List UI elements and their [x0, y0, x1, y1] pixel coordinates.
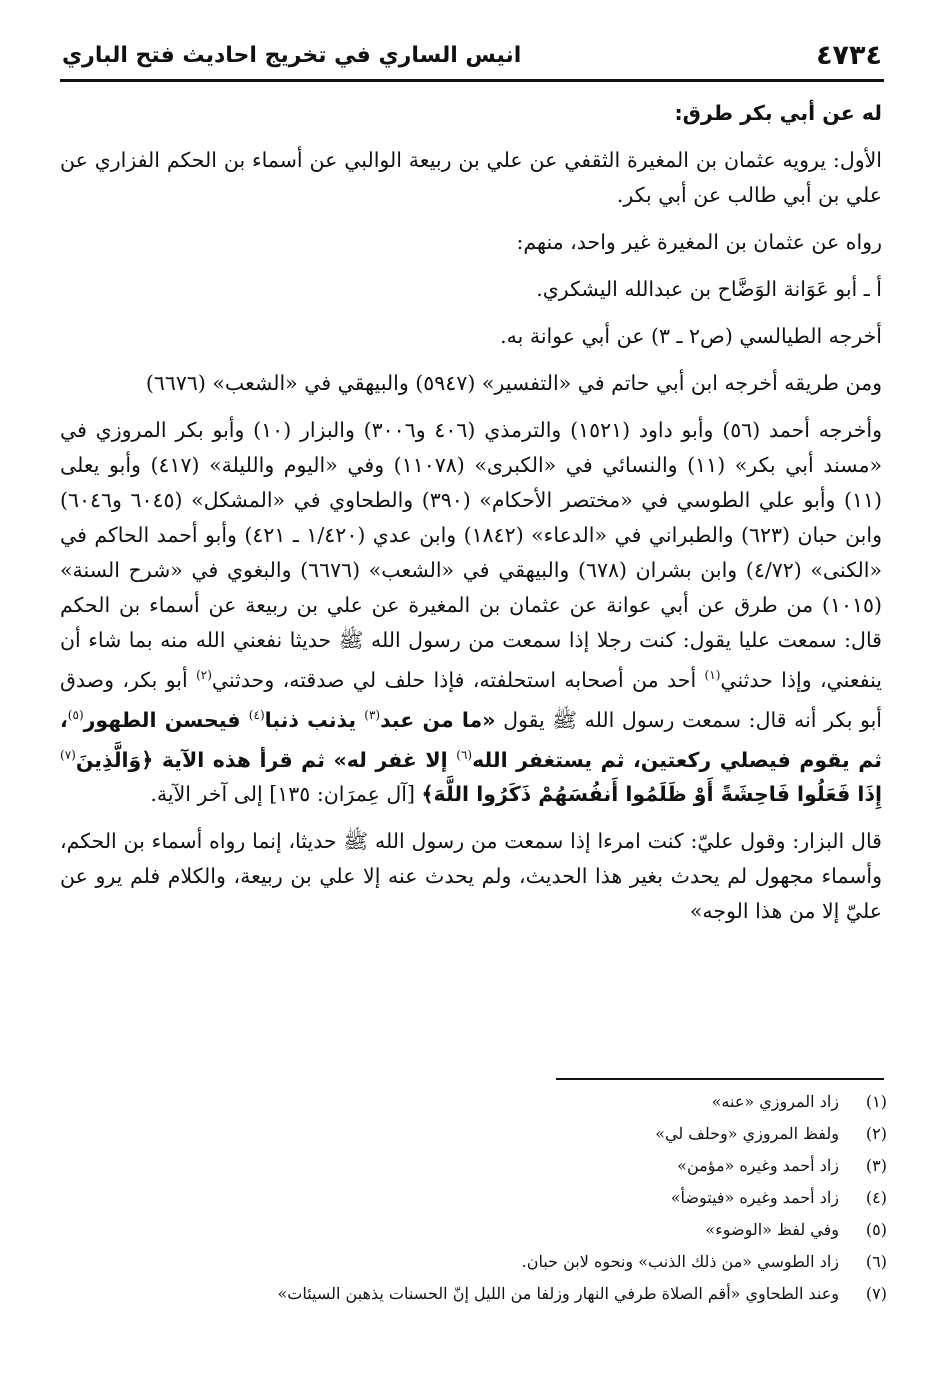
footnote-ref-5[interactable]: (٥) — [67, 707, 84, 722]
takhrij-text-c: أبو بكر، وصدق أبو بكر أنه قال: سمعت رسول الله ﷺ يقول — [60, 667, 882, 732]
paragraph-bazzar: قال البزار: وقول عليّ: كنت امرءا إذا سمعت من رسول الله ﷺ حديثا، إنما رواه أسماء بن الحكم، وأسماء مجهول لم يحدث بغير هذا الحديث، ولم يحدث عنه إلا علي بن ربيعة، والكلام فلم يرو عن عليّ إلا من هذا الوجه» — [60, 829, 882, 924]
footnote-item — [67, 1086, 887, 1118]
footnote-text: وعند الطحاوي «أقم الصلاة طرفي النهار وزلفا من الليل إنّ الحسنات يذهبن السيئات» — [277, 1284, 839, 1303]
footnote-number: (١) — [865, 1092, 887, 1111]
footnote-text: ولفظ المروزي «وحلف لي» — [655, 1124, 839, 1143]
hadith-text-3: فيحسن الطهور — [83, 707, 249, 732]
footnote-item — [67, 1182, 887, 1214]
quran-verse-start: ﴿وَالَّذِينَ — [75, 747, 162, 772]
footnote-ref-4[interactable]: (٤) — [248, 707, 265, 722]
footnote-item — [67, 1214, 887, 1246]
footnote-item — [67, 1246, 887, 1278]
footnote-ref-1[interactable]: (١) — [704, 668, 721, 682]
hadith-text-4: ، ثم يقوم فيصلي ركعتين، ثم يستغفر الله — [60, 707, 883, 772]
footnote-number: (٧) — [865, 1284, 887, 1303]
verse-reference: [آل عِمرَان: ١٣٥] إلى آخر الآية. — [150, 782, 422, 807]
section-heading: له عن أبي بكر طرق: — [674, 101, 882, 125]
footnote-number: (٤) — [865, 1188, 887, 1207]
header-rule — [60, 79, 884, 82]
hadith-text-2: يذنب ذنبا — [264, 707, 365, 732]
footnote-ref-6[interactable]: (٦) — [456, 747, 473, 762]
paragraph-ibn-abi-hatim: ومن طريقه أخرجه ابن أبي حاتم في «التفسير» (٥٩٤٧) والبيهقي في «الشعب» (٦٦٧٦) — [145, 371, 882, 395]
paragraph-first-route: الأول: يرويه عثمان بن المغيرة الثقفي عن علي بن ربيعة الوالبي عن أسماء بن الحكم الفزاري عن علي بن أبي طالب عن أبي بكر. — [60, 148, 882, 207]
takhrij-text-b: أحد من أصحابه استحلفته، فإذا حلف لي صدقته، وحدثني — [211, 667, 705, 692]
footnote-item — [67, 1278, 887, 1310]
footnotes — [67, 1086, 887, 1310]
page-number: ٤٧٣٤ — [816, 40, 882, 71]
footnote-text: زاد الطوسي «من ذلك الذنب» ونحوه لابن حبان. — [521, 1252, 839, 1271]
footnote-number: (٦) — [865, 1252, 887, 1271]
paragraph-abu-awana: أ ـ أبو عَوَانة الوَضَّاح بن عبدالله اليشكري. — [536, 277, 882, 301]
footnote-number: (٥) — [865, 1220, 887, 1239]
paragraph-takhrij — [60, 413, 882, 812]
footnote-item — [67, 1150, 887, 1182]
footnote-text: زاد أحمد وغيره «فيتوضأ» — [670, 1188, 839, 1207]
footnote-number: (٢) — [865, 1124, 887, 1143]
footnote-ref-3[interactable]: (٣) — [364, 707, 381, 722]
quran-verse-rest: إِذَا فَعَلُوا فَاحِشَةً أَوْ ظَلَمُوا أَنفُسَهُمْ ذَكَرُوا اللَّهَ﴾ — [421, 782, 882, 807]
takhrij-text-a: وأخرجه أحمد (٥٦) وأبو داود (١٥٢١) والترمذي (٤٠٦ و٣٠٠٦) والبزار (١٠) وأبو بكر المروزي في «مسند أبي بكر» (١١) والنسائي في «الكبرى» (١١٠٧٨) وفي «اليوم والليلة» (٤١٧) وأبو يعلى (١١) وأبو علي الطوسي في «مختصر الأحكام» (٣٩٠) والطحاوي في «المشكل» (٦٠٤٥ و٦٠٤٦) وابن حبان (٦٢٣) والطبراني في «الدعاء» (١٨٤٢) وابن عدي (١/٤٢٠ ـ ٤٢١) وأبو أحمد الحاكم في «الكنى» (٤/٧٢) وابن بشران (٦٧٨) والبيهقي في «الشعب» (٦٦٧٦) والبغوي في «شرح السنة» (١٠١٥) من طرق عن أبي عوانة عن عثمان بن المغيرة عن علي بن ربيعة عن أسماء بن الحكم قال: سمعت عليا يقول: كنت رجلا إذا سمعت من رسول الله ﷺ حديثا نفعني الله منه بما شاء أن ينفعني، وإذا حدثني — [60, 418, 883, 692]
footnote-ref-7[interactable]: (٧) — [60, 747, 76, 762]
footnote-text: زاد أحمد وغيره «مؤمن» — [677, 1156, 839, 1175]
hadith-text-5: إلا غفر له» ثم قرأ هذه الآية — [161, 747, 457, 772]
main-text — [60, 96, 882, 941]
footnote-item — [67, 1118, 887, 1150]
paragraph-narrators: رواه عن عثمان بن المغيرة غير واحد، منهم: — [516, 230, 882, 254]
footnote-rule — [556, 1078, 884, 1080]
footnote-number: (٣) — [865, 1156, 887, 1175]
footnote-ref-2[interactable]: (٢) — [196, 668, 212, 682]
book-title: انيس الساري في تخريج احاديث فتح الباري — [62, 43, 522, 68]
footnote-text: وفي لفظ «الوضوء» — [705, 1220, 839, 1239]
footnote-text: زاد المروزي «عنه» — [711, 1092, 839, 1111]
page-header — [62, 30, 882, 76]
hadith-text-1: «ما من عبد — [380, 707, 496, 732]
paragraph-tayalisi: أخرجه الطيالسي (ص٢ ـ ٣) عن أبي عوانة به. — [500, 324, 882, 348]
